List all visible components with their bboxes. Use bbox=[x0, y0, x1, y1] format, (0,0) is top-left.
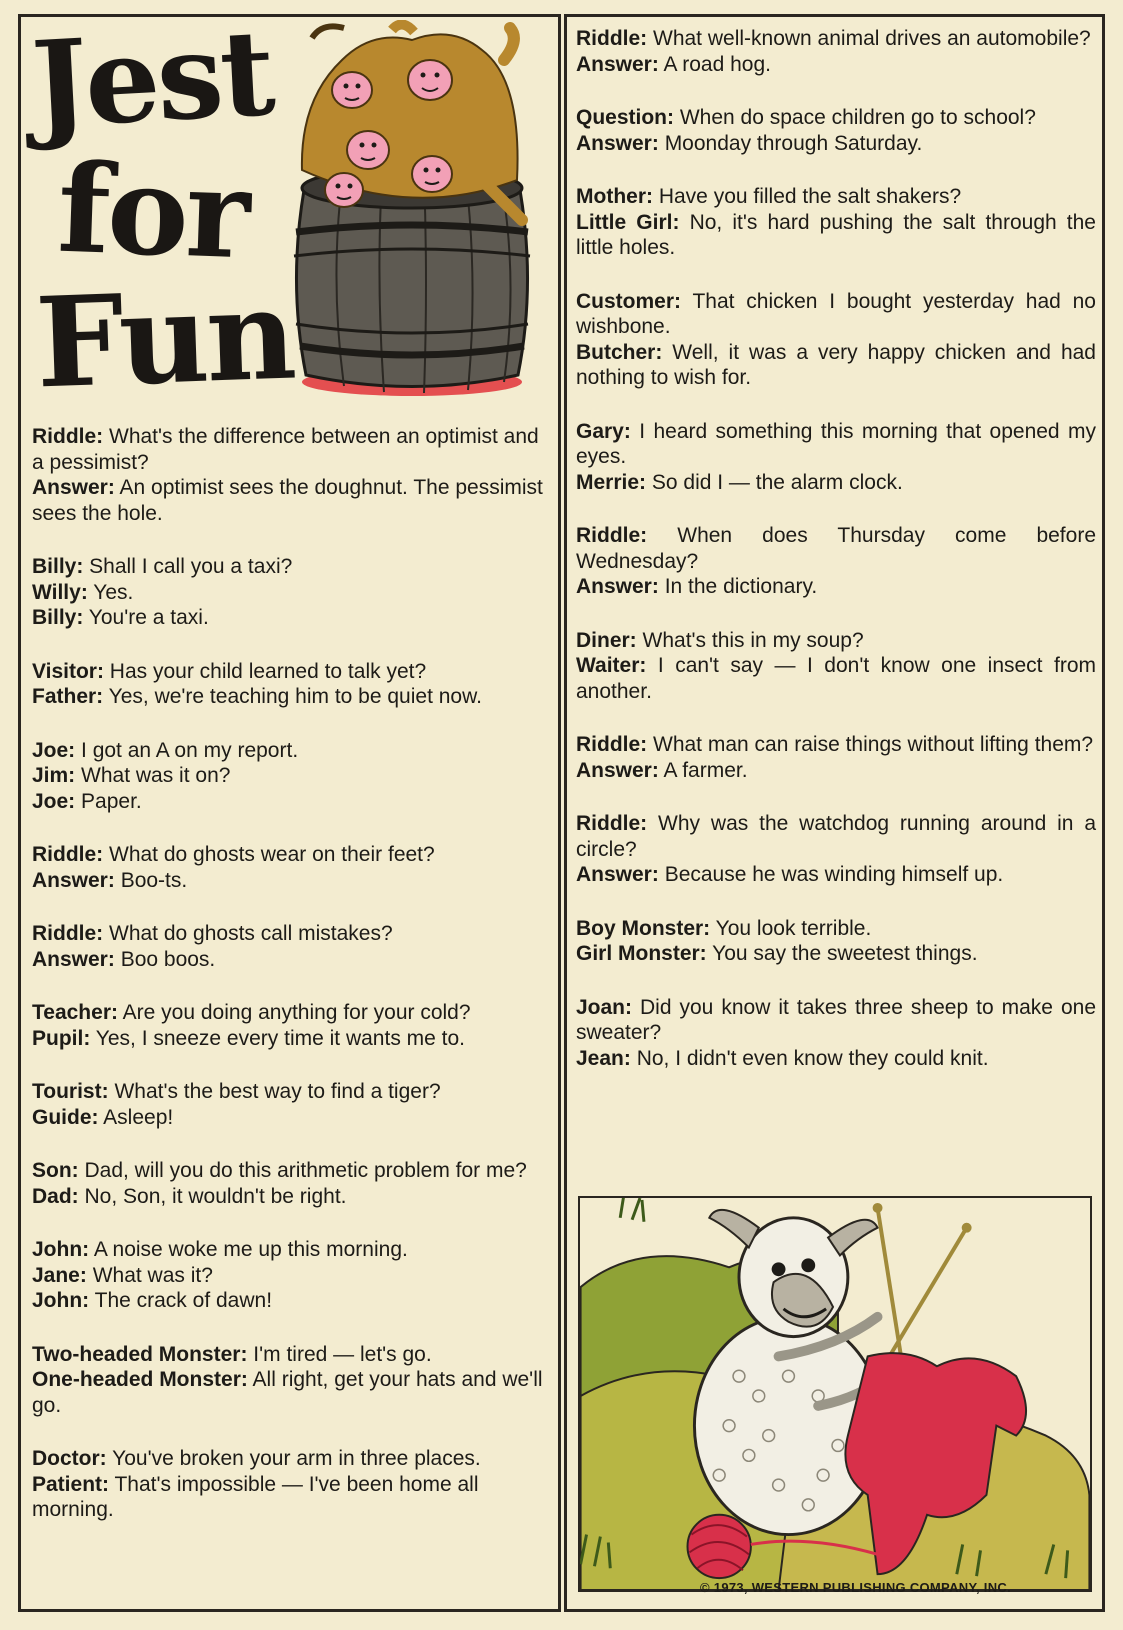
speaker-label: Father: bbox=[32, 685, 104, 708]
joke-text: Yes. bbox=[87, 580, 134, 604]
joke-block bbox=[32, 1446, 554, 1523]
joke-line bbox=[32, 868, 554, 894]
speaker-label: Answer: bbox=[576, 863, 659, 886]
speaker-label: Billy: bbox=[32, 606, 84, 629]
joke-text: Boo boos. bbox=[114, 947, 216, 971]
joke-line bbox=[32, 424, 554, 475]
joke-line bbox=[576, 340, 1096, 391]
joke-line bbox=[32, 1026, 554, 1052]
joke-text: What man can raise things without lifting them? bbox=[647, 733, 1094, 756]
joke-block bbox=[576, 811, 1096, 888]
joke-line bbox=[576, 653, 1096, 704]
joke-block bbox=[32, 921, 554, 972]
joke-block bbox=[576, 995, 1096, 1072]
joke-text: Dad, will you do this arithmetic problem for me? bbox=[78, 1159, 527, 1182]
joke-block bbox=[32, 1237, 554, 1314]
joke-text: Has your child learned to talk yet? bbox=[103, 659, 427, 683]
joke-line bbox=[32, 1000, 554, 1026]
joke-text: Have you filled the salt shakers? bbox=[653, 185, 962, 208]
joke-text: No, Son, it wouldn't be right. bbox=[78, 1184, 347, 1208]
joke-line bbox=[32, 1237, 554, 1263]
joke-text: What do ghosts wear on their feet? bbox=[103, 843, 435, 866]
joke-block bbox=[576, 523, 1096, 600]
joke-text: Boo-ts. bbox=[114, 868, 188, 892]
joke-line bbox=[32, 1105, 554, 1131]
joke-text: In the dictionary. bbox=[658, 575, 818, 598]
joke-text: That's impossible — I've been home all morning. bbox=[32, 1472, 479, 1521]
joke-text: Did you know it takes three sheep to make one sweater? bbox=[576, 995, 1096, 1044]
speaker-label: Question: bbox=[576, 106, 674, 129]
joke-line bbox=[32, 1367, 554, 1418]
joke-line bbox=[576, 574, 1096, 600]
speaker-label: Joe: bbox=[32, 738, 76, 762]
speaker-label: Pupil: bbox=[32, 1026, 91, 1050]
joke-line bbox=[576, 52, 1096, 78]
joke-block bbox=[32, 554, 554, 631]
joke-block bbox=[576, 916, 1096, 967]
speaker-label: Answer: bbox=[32, 868, 115, 892]
joke-line bbox=[576, 523, 1096, 574]
joke-block bbox=[32, 424, 554, 526]
joke-block bbox=[32, 1000, 554, 1051]
speaker-label: Willy: bbox=[32, 580, 88, 604]
monkeys-in-barrel-illustration bbox=[282, 20, 542, 400]
joke-text: Moonday through Saturday. bbox=[658, 131, 923, 155]
joke-block bbox=[576, 184, 1096, 261]
joke-text: I'm tired — let's go. bbox=[247, 1342, 432, 1366]
joke-line bbox=[32, 1158, 554, 1184]
joke-line bbox=[576, 131, 1096, 157]
joke-text: No, it's hard pushing the salt through the little holes. bbox=[576, 210, 1096, 259]
speaker-label: Answer: bbox=[32, 476, 115, 499]
joke-text: You've broken your arm in three places. bbox=[106, 1447, 481, 1470]
joke-block bbox=[32, 1079, 554, 1130]
joke-line bbox=[32, 580, 554, 606]
joke-line bbox=[32, 475, 554, 526]
speaker-label: Boy Monster: bbox=[576, 916, 711, 940]
joke-text: You're a taxi. bbox=[83, 606, 209, 629]
speaker-label: Answer: bbox=[576, 131, 659, 155]
speaker-label: Riddle: bbox=[576, 524, 648, 547]
joke-block bbox=[576, 289, 1096, 391]
joke-line bbox=[32, 1472, 554, 1523]
joke-line bbox=[576, 758, 1096, 784]
joke-text: Well, it was a very happy chicken and had nothing to wish for. bbox=[576, 340, 1096, 389]
speaker-label: Diner: bbox=[576, 628, 637, 652]
speaker-label: Teacher: bbox=[32, 1001, 118, 1024]
speaker-label: Riddle: bbox=[32, 843, 104, 866]
speaker-label: Jean: bbox=[576, 1046, 631, 1070]
speaker-label: Son: bbox=[32, 1159, 79, 1182]
title-word-fun: Fun bbox=[33, 262, 296, 417]
joke-block bbox=[32, 842, 554, 893]
joke-line bbox=[32, 1446, 554, 1472]
joke-line bbox=[32, 1342, 554, 1368]
joke-line bbox=[32, 921, 554, 947]
joke-text: What was it on? bbox=[75, 764, 231, 787]
joke-text: Asleep! bbox=[98, 1105, 174, 1129]
joke-line bbox=[576, 995, 1096, 1046]
joke-text: Why was the watchdog running around in a circle? bbox=[576, 812, 1096, 861]
joke-block bbox=[32, 659, 554, 710]
joke-text: When does Thursday come before Wednesday? bbox=[576, 524, 1096, 573]
joke-line bbox=[32, 947, 554, 973]
joke-text: So did I — the alarm clock. bbox=[646, 470, 903, 494]
joke-text: What do ghosts call mistakes? bbox=[103, 922, 393, 945]
joke-text: You say the sweetest things. bbox=[706, 942, 978, 965]
joke-line bbox=[576, 419, 1096, 470]
joke-line bbox=[32, 554, 554, 580]
joke-line bbox=[576, 941, 1096, 967]
speaker-label: Two-headed Monster: bbox=[32, 1342, 248, 1366]
speaker-label: Riddle: bbox=[576, 27, 648, 50]
right-jokes-column bbox=[576, 26, 1096, 1099]
knitting-sheep-illustration bbox=[578, 1196, 1092, 1592]
joke-line bbox=[32, 842, 554, 868]
joke-line bbox=[576, 289, 1096, 340]
joke-text: What's this in my soup? bbox=[636, 628, 864, 652]
joke-line bbox=[576, 184, 1096, 210]
speaker-label: Billy: bbox=[32, 555, 84, 578]
joke-line bbox=[32, 1079, 554, 1105]
joke-text: A farmer. bbox=[658, 758, 748, 782]
joke-text: You look terrible. bbox=[710, 916, 872, 940]
speaker-label: Tourist: bbox=[32, 1080, 109, 1103]
joke-text: What's the best way to find a tiger? bbox=[108, 1080, 441, 1103]
joke-block bbox=[32, 738, 554, 815]
joke-text: All right, get your hats and we'll go. bbox=[32, 1368, 543, 1417]
joke-text: What well-known animal drives an automobile? bbox=[647, 27, 1091, 50]
speaker-label: Little Girl: bbox=[576, 210, 680, 234]
speaker-label: Jane: bbox=[32, 1263, 87, 1287]
speaker-label: Riddle: bbox=[576, 733, 648, 756]
joke-text: Paper. bbox=[75, 789, 142, 813]
joke-block bbox=[576, 26, 1096, 77]
speaker-label: Joan: bbox=[576, 995, 633, 1019]
joke-line bbox=[576, 628, 1096, 654]
speaker-label: Answer: bbox=[576, 52, 659, 76]
speaker-label: Customer: bbox=[576, 289, 682, 313]
joke-text: When do space children go to school? bbox=[674, 106, 1036, 129]
joke-line bbox=[576, 916, 1096, 942]
speaker-label: Butcher: bbox=[576, 340, 663, 364]
speaker-label: Riddle: bbox=[576, 812, 648, 835]
speaker-label: Answer: bbox=[576, 575, 659, 598]
joke-line bbox=[576, 26, 1096, 52]
joke-line bbox=[32, 659, 554, 685]
joke-text: Because he was winding himself up. bbox=[658, 863, 1004, 886]
joke-text: A road hog. bbox=[658, 52, 771, 76]
joke-text: An optimist sees the doughnut. The pessimist sees the hole. bbox=[32, 476, 543, 525]
joke-text: What was it? bbox=[86, 1263, 213, 1287]
joke-line bbox=[32, 738, 554, 764]
joke-block bbox=[32, 1158, 554, 1209]
speaker-label: Girl Monster: bbox=[576, 942, 707, 965]
joke-text: The crack of dawn! bbox=[89, 1289, 273, 1312]
speaker-label: One-headed Monster: bbox=[32, 1368, 248, 1391]
speaker-label: Joe: bbox=[32, 789, 76, 813]
joke-line bbox=[32, 605, 554, 631]
joke-line bbox=[576, 210, 1096, 261]
speaker-label: Answer: bbox=[32, 947, 115, 971]
joke-block bbox=[576, 628, 1096, 705]
joke-line bbox=[32, 684, 554, 710]
speaker-label: Guide: bbox=[32, 1105, 99, 1129]
joke-line bbox=[576, 732, 1096, 758]
joke-text: I got an A on my report. bbox=[75, 738, 299, 762]
title-word-for: for bbox=[55, 135, 250, 287]
title-word-jest: Jest bbox=[28, 2, 276, 155]
joke-text: Yes, I sneeze every time it wants me to. bbox=[90, 1026, 466, 1050]
speaker-label: John: bbox=[32, 1289, 90, 1312]
speaker-label: Gary: bbox=[576, 419, 631, 443]
joke-line bbox=[32, 789, 554, 815]
joke-text: I heard something this morning that opened my eyes. bbox=[576, 419, 1096, 468]
joke-text: Yes, we're teaching him to be quiet now. bbox=[103, 685, 482, 708]
speaker-label: Merrie: bbox=[576, 470, 647, 494]
speaker-label: Dad: bbox=[32, 1184, 79, 1208]
speaker-label: Patient: bbox=[32, 1472, 110, 1496]
joke-line bbox=[32, 1288, 554, 1314]
joke-text: That chicken I bought yesterday had no wishbone. bbox=[576, 289, 1096, 338]
speaker-label: Jim: bbox=[32, 764, 76, 787]
speaker-label: Doctor: bbox=[32, 1447, 107, 1470]
joke-text: What's the difference between an optimist and a pessimist? bbox=[32, 425, 539, 474]
speaker-label: Answer: bbox=[576, 758, 659, 782]
joke-block bbox=[32, 1342, 554, 1419]
joke-line bbox=[576, 811, 1096, 862]
speaker-label: Waiter: bbox=[576, 654, 647, 677]
joke-line bbox=[576, 470, 1096, 496]
joke-text: Shall I call you a taxi? bbox=[83, 555, 293, 578]
speaker-label: Visitor: bbox=[32, 659, 104, 683]
joke-text: Are you doing anything for your cold? bbox=[117, 1001, 471, 1024]
speaker-label: Mother: bbox=[576, 185, 653, 208]
left-jokes-column bbox=[32, 424, 554, 1551]
speaker-label: Riddle: bbox=[32, 922, 104, 945]
joke-line bbox=[576, 105, 1096, 131]
joke-text: A noise woke me up this morning. bbox=[89, 1238, 408, 1261]
speaker-label: Riddle: bbox=[32, 425, 104, 448]
joke-line bbox=[32, 1263, 554, 1289]
copyright-notice: © 1973, WESTERN PUBLISHING COMPANY, INC. bbox=[700, 1580, 1011, 1595]
joke-text: No, I didn't even know they could knit. bbox=[630, 1046, 989, 1070]
joke-line bbox=[32, 1184, 554, 1210]
joke-line bbox=[576, 1046, 1096, 1072]
joke-text: I can't say — I don't know one insect from another. bbox=[576, 654, 1096, 703]
joke-line bbox=[32, 763, 554, 789]
joke-block bbox=[576, 419, 1096, 496]
joke-block bbox=[576, 732, 1096, 783]
speaker-label: John: bbox=[32, 1238, 90, 1261]
joke-block bbox=[576, 105, 1096, 156]
joke-line bbox=[576, 862, 1096, 888]
